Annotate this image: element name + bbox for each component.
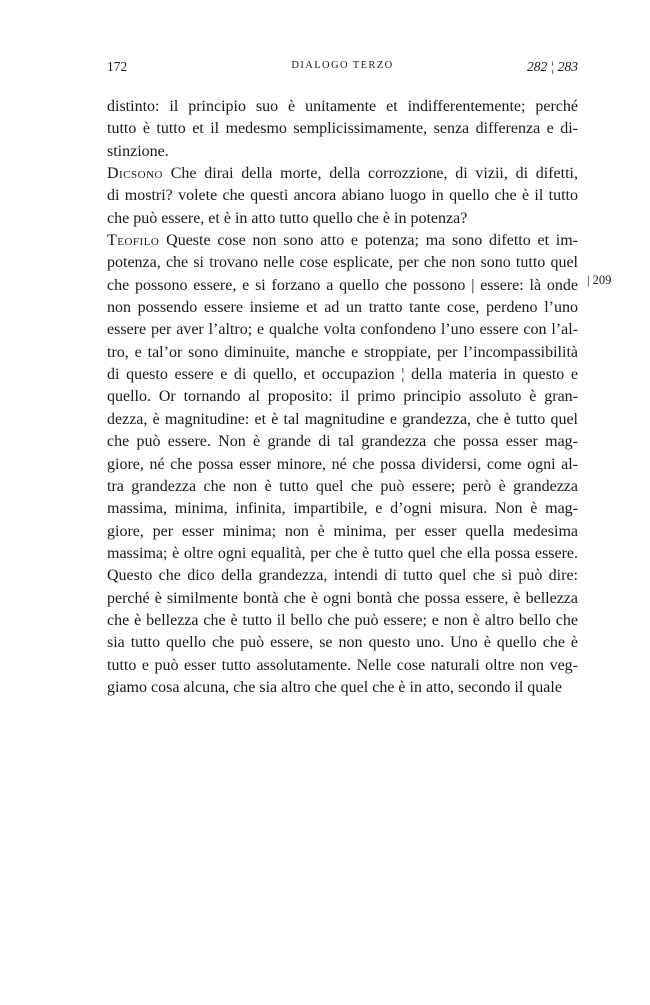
text-line: massima; è oltre ogni equalità, per che è tutto quel che ella possa essere. — [107, 544, 578, 562]
page-number: 172 — [107, 59, 128, 74]
text-line: giore, per esser minima; non è minima, per esser quella medesima — [107, 522, 578, 540]
text-line: potenza, che si trovano nelle cose esplicate, per che non sono tutto quel — [107, 254, 578, 272]
page-header — [107, 59, 578, 77]
text-line: tro, e tal’or sono diminuite, manche e stroppiate, per l’incompassibilità — [107, 343, 578, 361]
text-line: quello. Or tornando al proposito: il primo principio assoluto è gran- — [107, 388, 578, 406]
text-line: che può essere, et è in atto tutto quello che è in potenza? — [107, 209, 468, 227]
speaker-name: Dicsono — [107, 165, 164, 183]
text-line: perché è similmente bontà che è ogni bontà che possa essere, è bellezza — [107, 589, 578, 607]
margin-page-reference: | 209 — [587, 273, 612, 287]
text-line: Questo che dico della grandezza, intendi di tutto quel che si può dire: — [107, 567, 578, 585]
body-text — [107, 96, 578, 699]
text-line: sia tutto quello che può essere, se non questo uno. Uno è quello che è — [107, 634, 578, 652]
text-line: massima, minima, infinita, impartibile, e d’ogni misura. Non è mag- — [107, 500, 578, 518]
speech-text: Che dirai della morte, della corrozzione, di vizii, di difetti, — [170, 165, 578, 183]
text-line: giore, né che possa esser minore, né che possa dividersi, come ogni al- — [107, 455, 578, 473]
text-line — [107, 163, 578, 185]
folio-reference: 282 ¦ 283 — [527, 59, 578, 74]
text-line: di questo essere e di quello, et occupazion ¦ della materia in questo e — [107, 366, 578, 384]
text-line: dezza, è magnitudine: et è tal magnitudine e grandezza, che è tutto quel — [107, 410, 578, 428]
text-line — [107, 230, 578, 252]
text-line: tra grandezza che non è tutto quel che può essere; però è grandezza — [107, 477, 578, 495]
text-line: che è bellezza che è tutto il bello che può essere; e non è altro bello che — [107, 611, 578, 629]
speech-text: Queste cose non sono atto e potenza; ma sono difetto et im- — [166, 232, 578, 250]
text-line: non possendo essere insieme et ad un tratto tante cose, perdeno l’uno — [107, 299, 578, 317]
text-line: tutto è tutto et il medesmo semplicissimamente, senza differenza e di- — [107, 120, 578, 138]
text-line: di mostri? volete che questi ancora abiano luogo in quello che è il tutto — [107, 187, 578, 205]
text-line: essere per aver l’altro; e qualche volta confondeno l’uno essere con l’al- — [107, 321, 578, 339]
text-line: tutto e può esser tutto assolutamente. Nelle cose naturali oltre non veg- — [107, 656, 578, 674]
speaker-name: Teofilo — [107, 232, 160, 250]
running-title: DIALOGO TERZO — [291, 60, 394, 71]
text-line: che possono essere, e si forzano a quello che possono | essere: là onde — [107, 276, 578, 294]
text-line: giamo cosa alcuna, che sia altro che quel che è in atto, secondo il quale — [107, 678, 562, 696]
text-line: stinzione. — [107, 142, 169, 160]
text-line: distinto: il principio suo è unitamente et indifferentemente; perché — [107, 98, 578, 115]
text-line: che può essere. Non è grande di tal grandezza che possa esser mag- — [107, 433, 578, 451]
